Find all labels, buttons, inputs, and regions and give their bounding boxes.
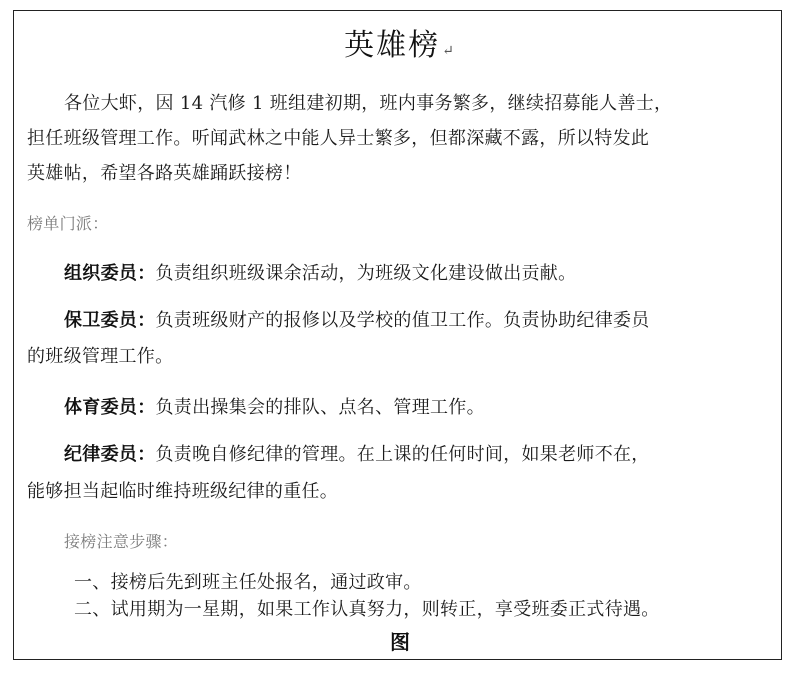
paragraph-mark: ↵ [442, 43, 456, 59]
role-description: 负责班级财产的报修以及学校的值卫工作。负责协助纪律委员 [155, 310, 650, 331]
title-text: 英雄榜 [344, 28, 441, 63]
role-name: 组织委员： [64, 263, 156, 284]
role-name: 保卫委员： [64, 310, 156, 331]
figure-caption: 图 [390, 630, 410, 654]
role-name: 纪律委员： [64, 444, 156, 465]
intro-line-3: 英雄帖，希望各路英雄踊跃接榜！ [27, 163, 302, 184]
step-item: 二、试用期为一星期，如果工作认真努力，则转正，享受班委正式待遇。 [74, 599, 660, 620]
role-description: 负责晚自修纪律的管理。在上课的任何时间，如果老师不在， [155, 444, 650, 465]
role-description: 负责出操集会的排队、点名、管理工作。 [155, 397, 485, 418]
document-title [0, 20, 800, 64]
section-heading-steps: 接榜注意步骤： [64, 532, 179, 551]
role-name: 体育委员： [64, 397, 156, 418]
role-security [64, 306, 650, 332]
role-organization [64, 259, 576, 285]
intro-line-1: 各位大虾，因 14 汽修 1 班组建初期，班内事务繁多，继续招募能人善士， [64, 93, 673, 114]
step-item: 一、接榜后先到班主任处报名，通过政审。 [74, 572, 422, 593]
section-heading-roles: 榜单门派： [27, 214, 109, 233]
intro-line-2: 担任班级管理工作。听闻武林之中能人异士繁多，但都深藏不露，所以特发此 [27, 128, 650, 149]
role-sports [64, 393, 485, 419]
role-discipline-continued: 能够担当起临时维持班级纪律的重任。 [27, 481, 339, 502]
role-description: 负责组织班级课余活动，为班级文化建设做出贡献。 [155, 263, 577, 284]
role-discipline [64, 440, 650, 466]
role-security-continued: 的班级管理工作。 [27, 346, 174, 367]
